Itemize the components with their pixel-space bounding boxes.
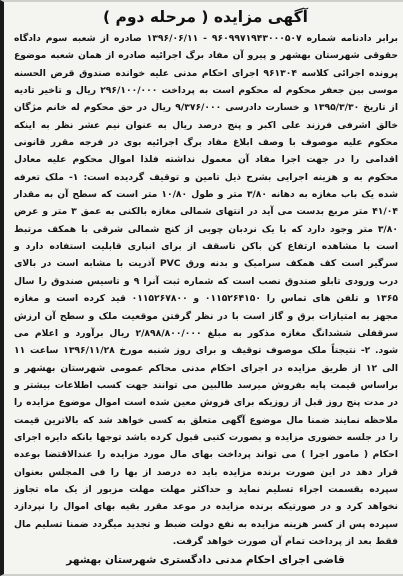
notice-body: برابر دادنامه شماره ۹۶۰۹۹۷۱۹۴۳۰۰۰۵۰۷ - ۱۳۹۶/۰۶/۱۱ صادره از شعبه سوم دادگاه حقوقی شهرستان بهشهر و پیرو آن مفاد برگ اجرائیه صادره از همان شعبه موضوع پرونده اجرائی کلاسه ۹۶۱۳۰۴ اجرای احکام مدنی علیه خوانده صندوق قرض الحسنه موسی بین جعفر محکوم له محکوم است به پرداخت ۲۹۶/۱۰۰/۰۰۰ ریال و تاخیر تادیه از تاریخ ۱۳۹۵/۳/۳۰ و خسارت دادرسی ۹/۳۷۶/۰۰۰ ریال در حق محکوم له خانم مژگان خالق اشرفی فرزند علی اکبر و پنج درصد ریال به عنوان نیم عشر نظر به اینکه محکوم علیه موصوف با وصف ابلاغ مفاد برگ اجرائیه بوی در فرجه مقرر قانونی اقدامی را در جهت اجرا مفاد آن معمول نداشته فلذا اموال محکوم علیه معادل محکوم به و هزینه اجرایی بشرح ذیل تامین و توقیف گردیده است: ۱- ملک تعرفه شده یک باب مغازه به دهانه ۳/۸۰ متر و طول ۱۰/۸۰ متر است که سطح آن به مقدار ۴۱/۰۴ متر مربع بدست می آید در انتهای شمالی مغازه بالکنی به عمق ۳ متر و عرض ۳/۸۰ متر وجود دارد که با یک نردبان چوبی از کنج شمالی شرقی با همکف مرتبط است با مشاهده ارتفاع کن باکن تاسقف از برای انباری قابلیت استفاده دارد و سرگیر است کف همکف سرامیک و بدنه ورق PVC آذریت با مشابه است در بالای درب ورودی تابلو صندوق نصب است که شماره ثبت آنرا ۹ و تاسیس صندوق را سال ۱۳۶۵ و تلفن های تماس را ۰۱۱۵۲۶۴۱۵۰ و ۰۱۱۵۲۶۷۸۰۰ قید کرده است و مغازه مجهز به امتیازات برق و گاز است با در نظر گرفتن موقعیت ملک و سطح آن ارزش سرقفلی ششدانگ مغازه مذکور به مبلغ ۲/۸۹۸/۸۰۰/۰۰۰ ریال برآورد و اعلام می شود. ۲- نتیجتاً ملک موصوف توقیف و برای روز شنبه مورخ ۱۳۹۶/۱۱/۲۸ ساعت ۱۱ الی ۱۲ از طریق مزایده در اجرای احکام مدنی محاکم عمومی شهرستان بهشهر و براساس قیمت پایه بفروش میرسد طالبین می توانند جهت کسب اطلاعات بیشتر و در مدت پنج روز قبل از روزیکه برای فروش معین شده است اموال موضوع مزایده را ملاحظه نمایند ضمنا مال موضوع آگهی متعلق به کسی خواهد شد که بالاترین قیمت را در جلسه حضوری مزایده و بصورت کتبی قبول کرده باشد توجها بانکه دایره اجرای احکام ( مامور اجرا ) می تواند پرداخت بهای مال مورد مزایده را عندالاقتضا بوعده قرار دهد در این صورت برنده مزایده باید ده درصد از بها را فی المجلس بعنوان سپرده بقسمت اجراء تسلیم نماید و حداکثر مهلت مهلت مزبور از یک ماه تجاوز نخواهد کرد و در صورتیکه برنده مزایده در موعد مقرر بقیه بهای اموال را نپردازد سپرده پس از کسر هزینه مزایده به نفع دولت ضبط و تجدید میگردد ضمنا تسلیم مال فقط بعد از پرداخت تمام آن صورت خواهد گرفت. <box>14 33 399 547</box>
notice-signature: قاضی اجرای احکام مدنی دادگستری شهرستان بهشهر <box>66 554 345 567</box>
auction-notice <box>10 7 401 570</box>
notice-title: آگهی مزایده ( مرحله دوم ) <box>103 8 308 26</box>
